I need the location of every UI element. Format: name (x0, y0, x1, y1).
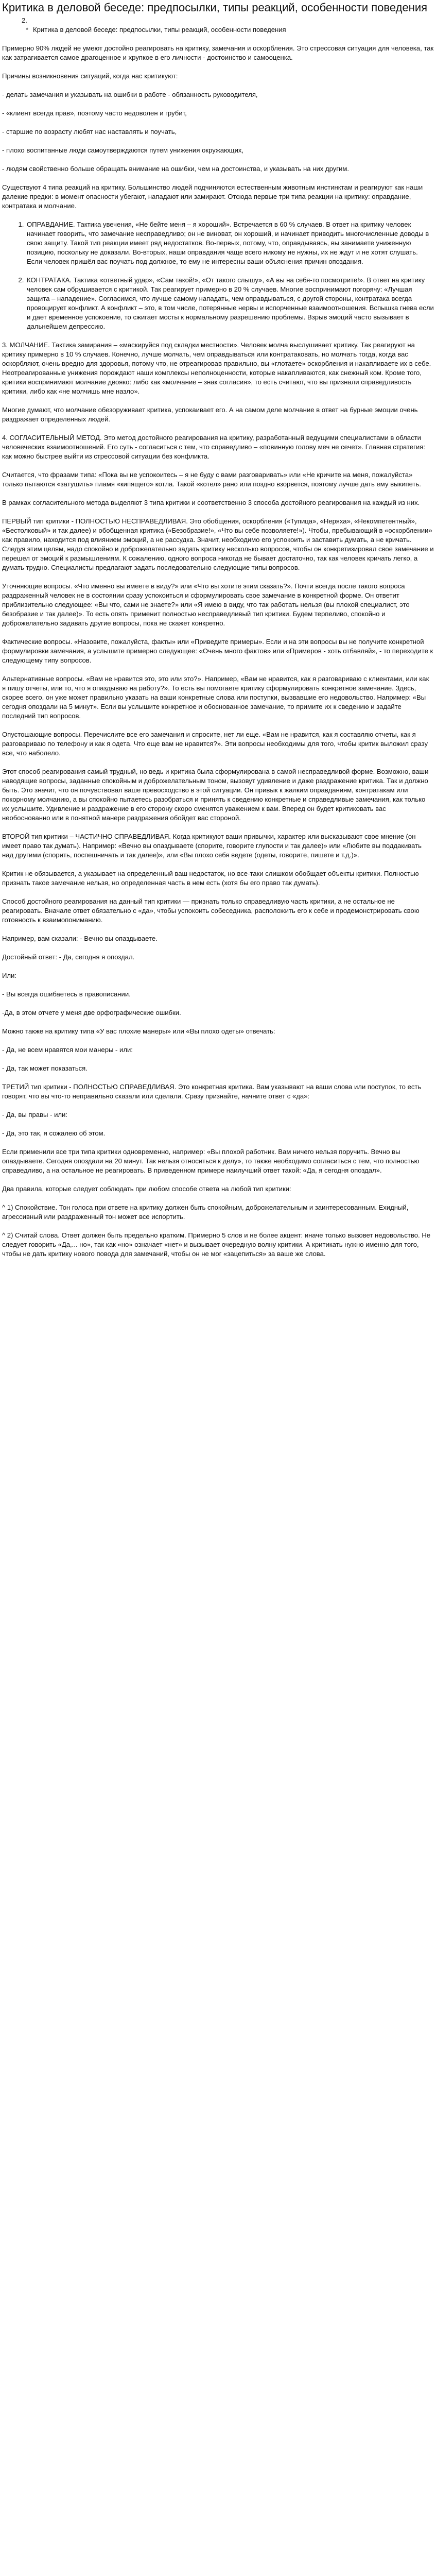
body-paragraph: Способ достойного реагирования на данный тип критики — признать только справедливую часть критики, а не остальное не реагировать. Вначале ответ обязательно с «да», чтобы успокоить собеседника, расположить его к себе и продемонстрировать свою готовность к взаимопониманию. (2, 897, 420, 924)
body-paragraph: - Вы всегда ошибаетесь в правописании. (2, 990, 131, 998)
rule-count-words: ^ 2) Считай слова. Ответ должен быть предельно кратким. Примерно 5 слов и не более акцент: иначе только вызовет недовольство. Не следует говорить «Да,... но», так как «но» означает «нет» и вызывает очередную волну критики. А критикать нужно именно для того, чтобы не дать критику нового повода для замечаний, чтобы он не мог «зацепиться» за ваше же слова. (2, 1231, 431, 1258)
toc-entry-text: Критика в деловой беседе: предпосылки, типы реакций, особенности поведения (33, 26, 286, 33)
toc-item (22, 16, 434, 35)
reaction-types-intro: Существуют 4 типа реакций на критику. Большинство людей подчиняются естественным животным инстинктам и реагируют как наши далекие предки: в момент опасности убегают, нападают или замирают. Отсюда первые три типа реакции на критику: оправдание, контратака и молчание. (2, 183, 423, 210)
cause-item: - старшие по возрасту любят нас наставлять и поучать, (2, 128, 177, 135)
cause-item: - делать замечания и указывать на ошибки в работе - обязанность руководителя, (2, 91, 258, 98)
toc-link[interactable] (22, 25, 434, 35)
body-paragraph: В рамках согласительного метода выделяют 3 типа критики и соответственно 3 способа достойного реагирования на каждый из них. (2, 499, 420, 506)
body-paragraph: Этот способ реагирования самый трудный, но ведь и критика была сформулирована в самой несправедливой форме. Возможно, ваши наводящие вопросы, заданные спокойным и доброжелательным тоном, вызовут удивление и даже раздражение критика. Так и должно быть. Это значит, что он почувствовал ваше превосходство в этой ситуации. Он привык к жалким оправданиям, контратакам или покорному молчанию, а вы спокойно пытаетесь разобраться и принять к сведению конкретные и справедливые замечания, как только их услышите. Удивление и раздражение в его сторону скоро сменятся уважением к вам. Вперед он будет критиковать вас необоснованно или в понятной манере раздражения обойдет вас стороной. (2, 768, 429, 822)
reaction-counterattack: 2. КОНТРАТАКА. Тактика «ответный удар», «Сам такой!», «От такого слышу», «А вы на себя-то посмотрите!». В ответ на критику человек сам обрушивается с критикой. Так реагирует примерно в 20 % случаев. Многие воспринимают погорячу: «Лучшая защита – нападение». Согласимся, что лучше самому нападать, чем оправдываться, с другой стороны, контратака всегда провоцирует конфликт. А конфликт – это, в том числе, потерянные нервы и испорченные взаимоотношения. Вспышка гнева если и дает временное успокоение, то сжигает мосты к нормальному разрешению проблемы. Взрыв эмоций часто вызывает в дальнейшем депрессию. (27, 276, 434, 330)
body-paragraph: 4. СОГЛАСИТЕЛЬНЫЙ МЕТОД. Это метод достойного реагирования на критику, разработанный ведущими специалистами в области человеческих взаимоотношений. Его суть - согласиться с тем, что справедливо – «повинную голову меч не сечет». Главная стратегия: как можно быстрее выйти из стрессовой ситуации без конфликта. (2, 434, 425, 460)
body-paragraph: 3. МОЛЧАНИЕ. Тактика замирания – «маскируйся под складки местности». Человек молча выслушивает критику. Так реагируют на критику примерно в 10 % случаев. Конечно, лучше молчать, чем оправдываться или контратаковать, но молчать тогда, когда вас оскорбляют, очень вредно для здоровья, потому что, не отреагировав правильно, вы «глотаете» оскорбления и накапливаете их в себе. Неотреагированные унижения порождают наши комплексы неполноценности, которые накапливаются, как снежный ком. Кроме того, критики воспринимают молчание двояко: либо как «молчание – знак согласия», то есть считают, что вы признали справедливость критики, либо как «не молчишь мне назло». (2, 341, 431, 395)
body-paragraph: ТРЕТИЙ тип критики - ПОЛНОСТЬЮ СПРАВЕДЛИВАЯ. Это конкретная критика. Вам указывают на ваши слова или поступок, то есть говорят, что вы что-то неправильно сказали или сделали. Сразу признайте, начните ответ с «да»: (2, 1083, 422, 1100)
reaction-types-list (2, 220, 434, 331)
body-paragraph: Например, вам сказали: - Вечно вы опаздываете. (2, 935, 158, 942)
body-paragraph: Уточняющие вопросы. «Что именно вы имеете в виду?» или «Что вы хотите этим сказать?». Почти всегда после такого вопроса раздраженный человек не в состоянии сразу успокоиться и сформулировать свое замечание в конкретной форме. Он ответит приблизительно следующее: «Вы что, сами не знаете?» или «Я имею в виду, что так работать нельзя (вы плохой специалист, это безобразие и так далее)». То есть опять применит полностью несправедливый тип критики. Будем терпеливо, спокойно и доброжелательно задавать другие вопросы, пока не скажет конкретно. (2, 582, 410, 627)
body-paragraph: Если применили все три типа критики одновременно, например: «Вы плохой работник. Вам ничего нельзя поручить. Вечно вы опаздываете. Сегодня опоздали на 20 минут. Так нельзя относиться к делу», то также необходимо согласиться с тем, что полностью справедливо, а на остальное не реагировать. В приведенном примере наилучший ответ такой: «Да, я сегодня опоздал». (2, 1148, 420, 1174)
body-paragraph: Считается, что фразами типа: «Пока вы не успокоитесь – я не буду с вами разговаривать» или «Не кричите на меня, пожалуйста» только пытаются «затушить» пламя «кипящего» котла. Такой «котел» рано или поздно взорвется, поэтому лучше дать ему выкипеть. (2, 471, 421, 488)
document-page (0, 1, 436, 1259)
reaction-justification: 1. ОПРАВДАНИЕ. Тактика увечения, «Не бейте меня – я хороший». Встречается в 60 % случаев. В ответ на критику человек начинает говорить, что замечание несправедливо; он не виноват, он хороший, и начинает приводить многочисленные доводы в свою защиту. Такой тип реакции имеет ряд недостатков. Во-первых, потому, что, оправдываясь, вы занимаете униженную позицию, поскольку не доказали. Во-вторых, наши оправдания чаще всего никому не нужны, их не ждут и не хотят слушать. Если человек пришёл вас поучать под должное, то ему не интересны ваши объяснения причин опоздания. (27, 221, 429, 265)
body-paragraph: Можно также на критику типа «У вас плохие манеры» или «Вы плохо одеты» отвечать: (2, 1027, 275, 1035)
spacer (2, 35, 434, 44)
body-paragraph: -Да, в этом отчете у меня две орфографические ошибки. (2, 1009, 181, 1016)
body-paragraph: - Да, вы правы - или: (2, 1111, 67, 1118)
body-paragraph: Многие думают, что молчание обезоруживает критика, успокаивает его. А на самом деле молчание в ответ на бурные эмоции очень раздражает определенных людей. (2, 406, 418, 423)
causes-heading: Причины возникновения ситуаций, когда нас критикуют: (2, 72, 178, 80)
body-paragraph: Или: (2, 972, 17, 979)
body-paragraph: - Да, так может показаться. (2, 1064, 88, 1072)
cause-item: - «клиент всегда прав», поэтому часто недоволен и грубит, (2, 109, 187, 117)
intro-paragraph: Примерно 90% людей не умеют достойно реагировать на критику, замечания и оскорбления. Это стрессовая ситуация для человека, так как затрагивается самое драгоценное и хрупкое в его личности - достоинство и самооценка. (2, 44, 434, 61)
star-icon: * (26, 26, 29, 33)
body-paragraph: - Да, это так, я сожалею об этом. (2, 1129, 106, 1137)
body-paragraph: Критик не обязывается, а указывает на определенный ваш недостаток, но все-таки слишком обобщает объекты критики. Полностью признать такое замечание нельзя, но определенная часть в нем есть (хотя бы его право так думать). (2, 870, 419, 887)
table-of-contents (22, 16, 434, 35)
body-paragraph: Фактические вопросы. «Назовите, пожалуйста, факты» или «Приведите примеры». Если и на эти вопросы вы не получите конкретной формулировки замечания, а услышите примерно следующее: «Очень много фактов» или «Примеров - хоть отбавляй», - то переходите к следующему типу вопросов. (2, 638, 433, 664)
body-paragraph: ПЕРВЫЙ тип критики - ПОЛНОСТЬЮ НЕСПРАВЕДЛИВАЯ. Это обобщения, оскорбления («Тупица», «Неряха», «Некомпетентный», «Бестолковый» и так далее) и обобщенная критика («Безобразие!», «Что вы себе позволяете!»). Чтобы, пребывающий в «оскорблении» как правило, находится под влиянием эмоций, а не рассудка. Значит, необходимо его успокоить и заставить думать, а не кричать. Следуя этим целям, надо спокойно и доброжелательно задать критику несколько вопросов, чтобы он конкретизировал свое замечание и перешел от эмоций к размышлениям. К сожалению, одного вопроса никогда не бывает достаточно, так как человек кричать легко, а думать трудно. Специалисты предлагают задать последовательно следующие типы вопросов. (2, 517, 434, 571)
body-paragraph: Достойный ответ: - Да, сегодня я опоздал. (2, 953, 135, 961)
body-paragraph: ВТОРОЙ тип критики – ЧАСТИЧНО СПРАВЕДЛИВАЯ. Когда критикуют ваши привычки, характер или высказывают свое мнение (он имеет право так думать). Например: «Вечно вы опаздываете (спорите, говорите глупости и так далее)» или «Любите вы поддакивать над другими (спорить, поспешничать и так далее)», или «Вы плохо себя ведете (одеты, говорите, пишете и т.д.)». (2, 833, 422, 859)
body-paragraph: Два правила, которые следует соблюдать при любом способе ответа на любой тип критики: (2, 1185, 291, 1193)
cause-item: - плохо воспитанные люди самоутверждаются путем унижения окружающих, (2, 146, 244, 154)
cause-item: - людям свойственно больше обращать внимание на ошибки, чем на достоинства, и указывать на них другим. (2, 165, 349, 173)
body-paragraph: - Да, не всем нравятся мои манеры - или: (2, 1046, 133, 1054)
body-paragraph: Опустошающие вопросы. Перечислите все его замечания и спросите, нет ли еще. «Вам не нравится, как я составляю отчеты, как я разговариваю по телефону и как я одета. Что еще вам не нравится?». Эти вопросы необходимы для того, чтобы критик выложил сразу все, что наболело. (2, 731, 428, 757)
spacer (2, 331, 434, 341)
rule-calmness: ^ 1) Спокойствие. Тон голоса при ответе на критику должен быть спокойным, доброжелательным и заинтересованным. Ехидный, агрессивный или раздраженный тон может все испортить. (2, 1204, 409, 1221)
list-item (26, 276, 434, 331)
toc-number: 2. (22, 16, 27, 24)
page-title: Критика в деловой беседе: предпосылки, типы реакций, особенности поведения (2, 1, 428, 14)
list-item (26, 220, 434, 266)
body-paragraph: Альтернативные вопросы. «Вам не нравится это, это или это?». Например, «Вам не нравится, как я разговариваю с клиентами, или как я пишу отчеты, или то, что я опаздываю на работу?». То есть вы помогаете критику сформулировать конкретное замечание. Здесь, скорее всего, он уже может правильно указать на ваши конкретные слова или поступки, вызвавшие его недовольство. Например: «Вы сегодня опоздали на 5 минут». Если вы услышите конкретное и обоснованное замечание, то примите их к сведению и задайте последний тип вопросов. (2, 675, 429, 720)
